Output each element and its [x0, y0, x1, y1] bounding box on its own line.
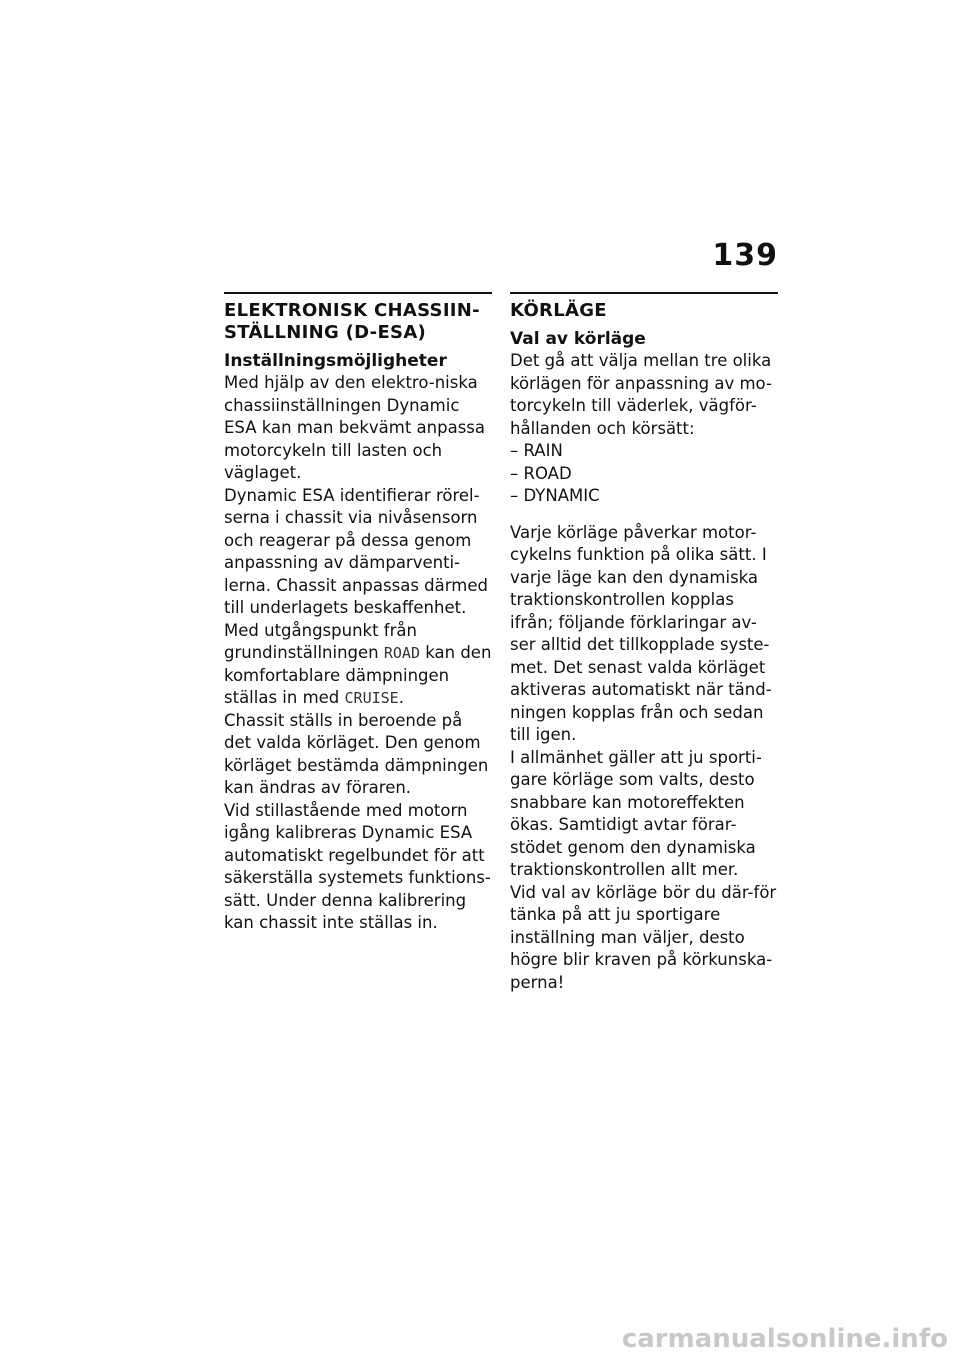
right-column — [510, 292, 778, 994]
subheading-settings: Inställningsmöjligheter — [224, 351, 447, 371]
section-heading-riding-mode: KÖRLÄGE — [510, 300, 607, 321]
paragraph-modes — [224, 620, 492, 710]
paragraph: Det gå att välja mellan tre olika körlägen för anpassning av mo-torcykeln till väderlek, vägför-hållanden och körsätt: — [510, 351, 772, 438]
paragraph: Dynamic ESA identifierar rörel-serna i chassit via nivåsensorn och reagerar på dessa genom anpassning av dämparventi-lerna. Chassit anpassas därmed till underlagets beskaffenhet. — [224, 485, 488, 617]
riding-mode-list — [510, 440, 778, 508]
section-heading-dynamic-esa: ELEKTRONISK CHASSIIN-STÄLLNING (D-ESA) — [224, 300, 480, 343]
paragraph: I allmänhet gäller att ju sporti-gare körläge som valts, desto snabbare kan motoreffekten ökas. Samtidigt avtar förar-stödet genom den dynamiska traktionskontrollen allt mer. — [510, 747, 762, 879]
paragraph: Chassit ställs in beroende på det valda körläget. Den genom körläget bestämda dämpningen kan ändras av föraren. — [224, 710, 489, 797]
list-item: – DYNAMIC — [510, 485, 778, 508]
subheading-mode-selection: Val av körläge — [510, 329, 646, 349]
spacer — [510, 508, 778, 522]
section-divider — [510, 292, 778, 294]
list-item: – ROAD — [510, 463, 778, 486]
left-column — [224, 292, 492, 935]
text-fragment: . — [398, 688, 404, 707]
paragraph: Vid stillastående med motorn igång kalibreras Dynamic ESA automatiskt regelbundet för att säkerställa systemets funktions-sätt. Under denna kalibrering kan chassit inte ställas in. — [224, 800, 491, 932]
text-fragment: Med utgångspunkt från grundinställningen — [224, 620, 417, 662]
watermark: carmanualsonline.info — [621, 1324, 948, 1354]
paragraph: Med hjälp av den elektro-niska chassiinställningen Dynamic ESA kan man bekvämt anpassa motorcykeln till lasten och väglaget. — [224, 373, 486, 482]
mode-code-cruise: CRUISE — [344, 689, 399, 707]
paragraph: Varje körläge påverkar motor-cykelns funktion på olika sätt. I varje läge kan den dynamiska traktionskontrollen kopplas ifrån; följande förklaringar av-ser alltid det tillkopplade syste-met. Det senast valda körläget aktiveras automatiskt när tänd-ningen kopplas från och sedan till igen. — [510, 522, 772, 744]
mode-code-road: ROAD — [383, 644, 420, 662]
list-item: – RAIN — [510, 440, 778, 463]
page-number: 139 — [712, 238, 778, 273]
section-divider — [224, 292, 492, 294]
paragraph: Vid val av körläge bör du där-för tänka på att ju sportigare inställning man väljer, desto högre blir kraven på körkunska-perna! — [510, 882, 777, 992]
text-fragment: kan den komfortablare dämpningen ställas in med — [224, 643, 492, 707]
